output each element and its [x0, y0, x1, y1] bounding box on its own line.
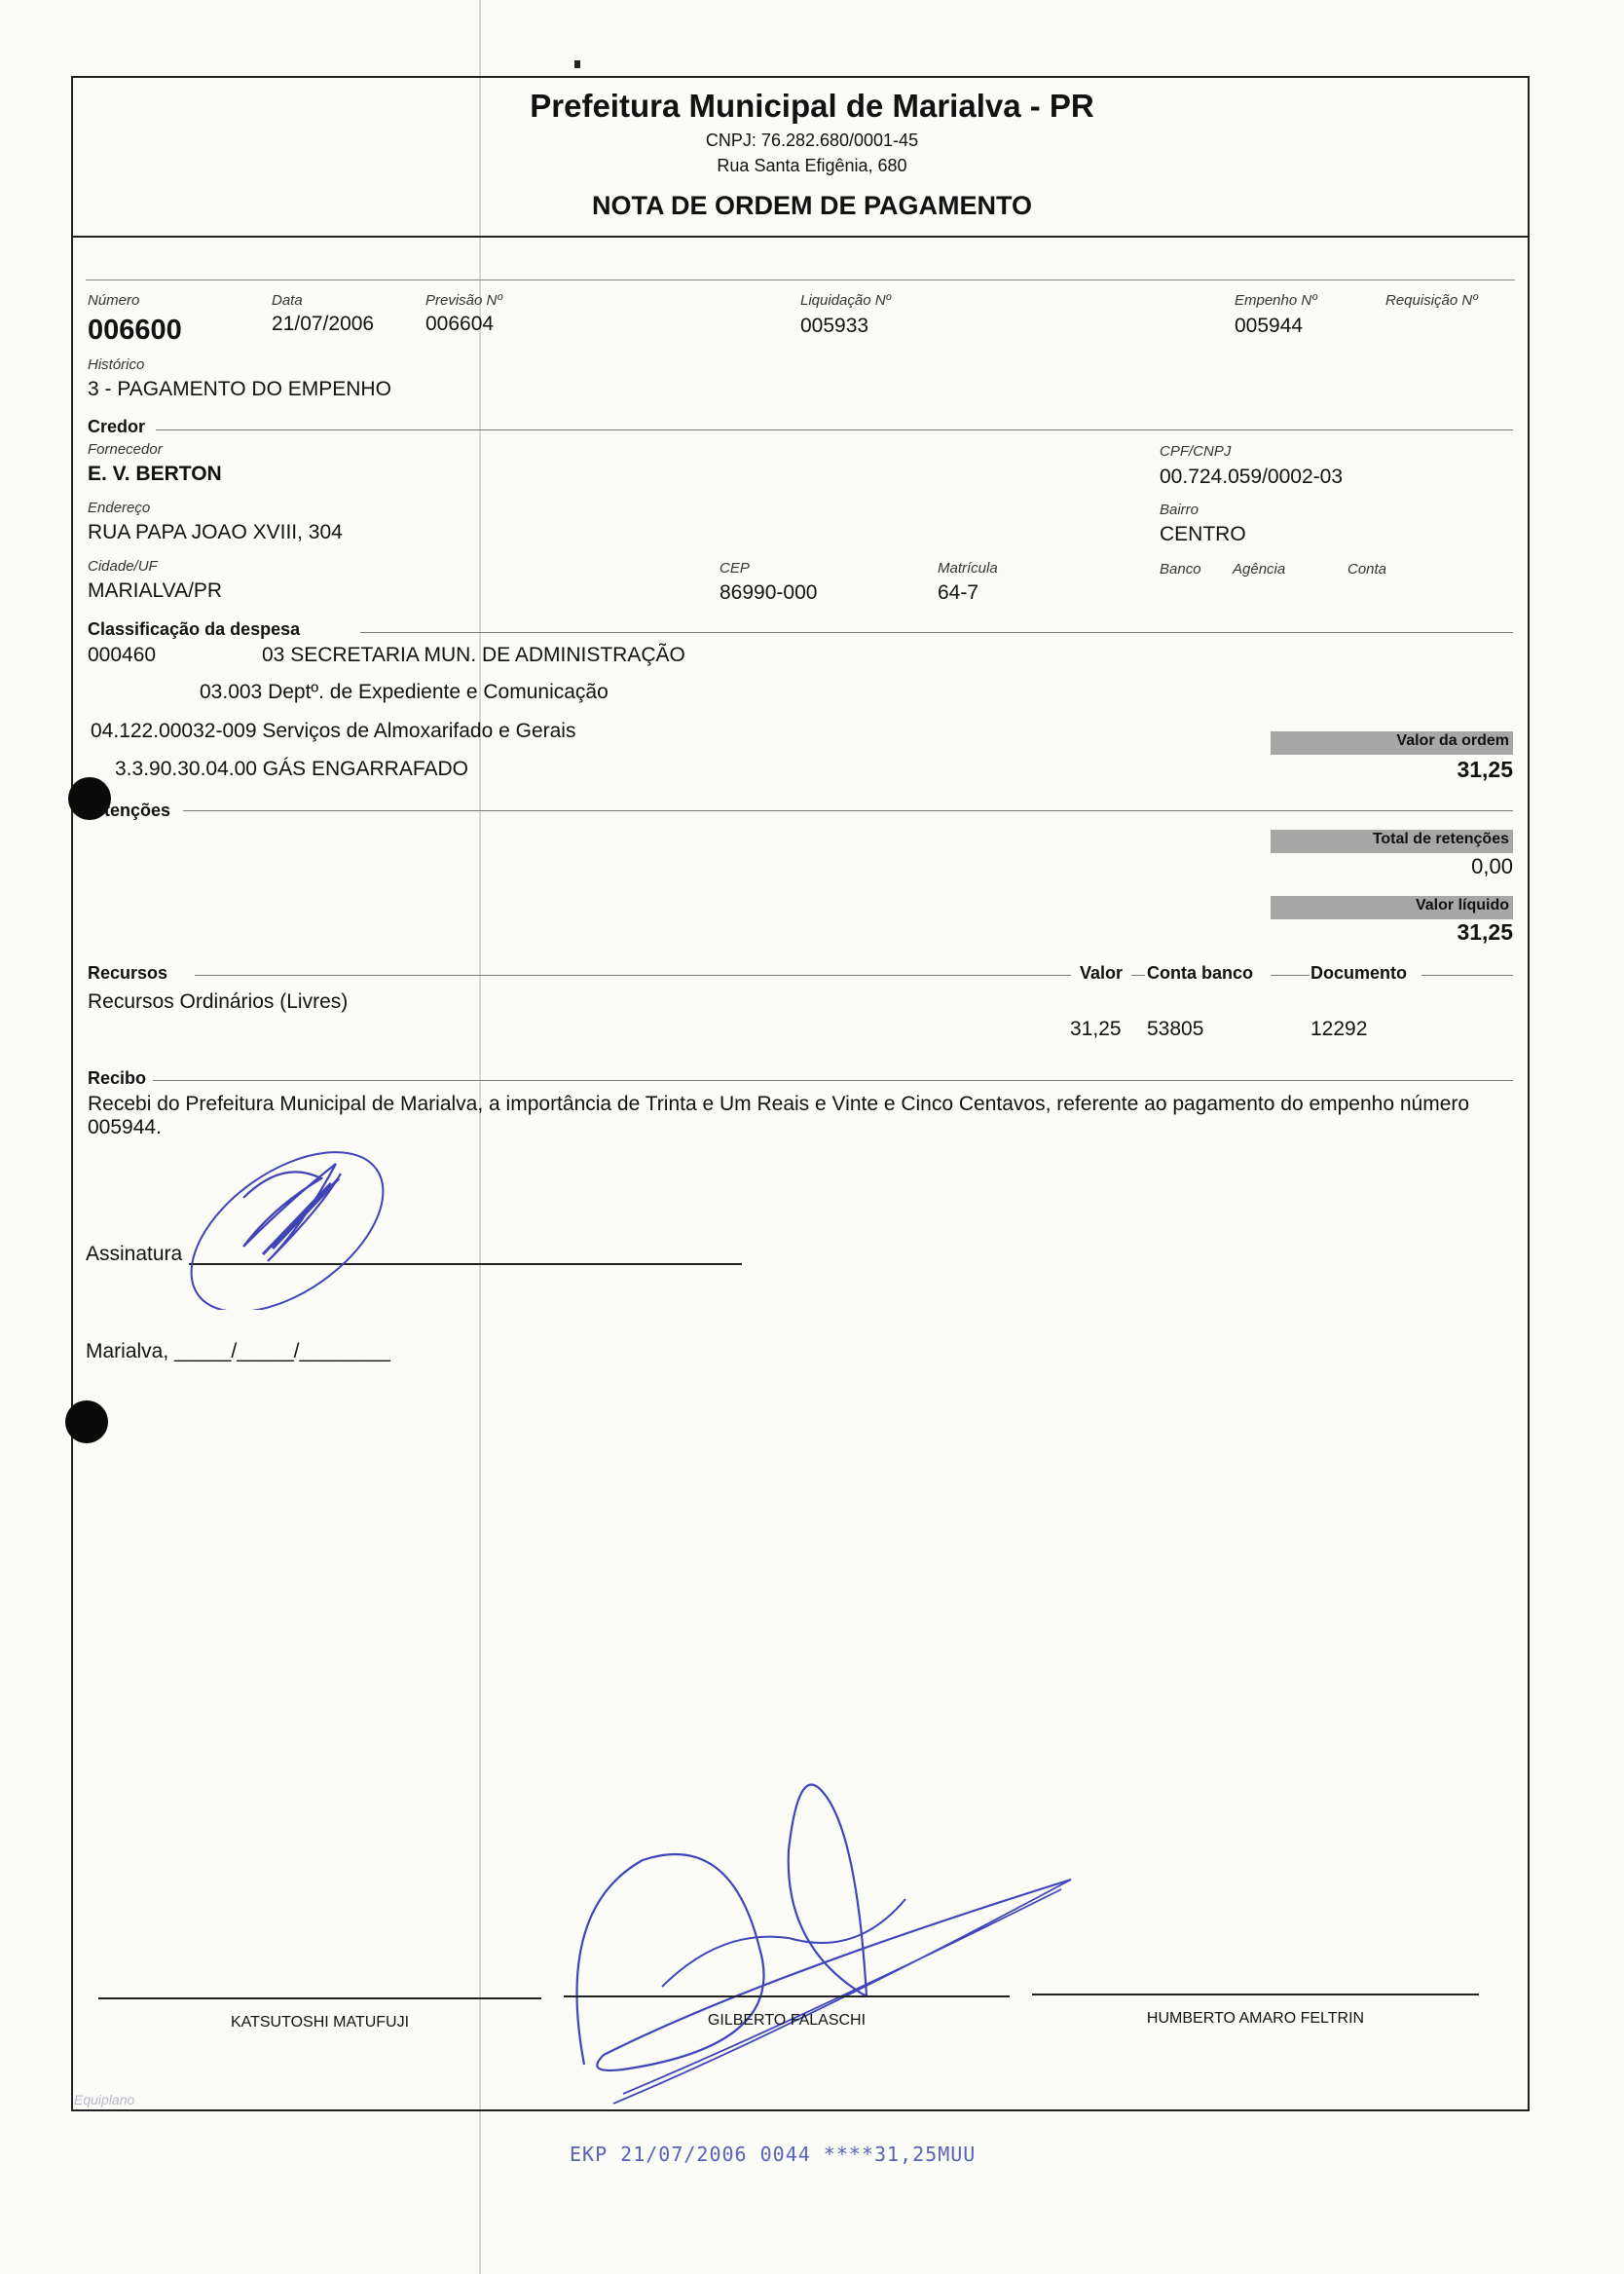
signatory-1: KATSUTOSHI MATUFUJI — [230, 2014, 410, 2031]
assinatura-label: Assinatura — [86, 1243, 183, 1265]
numero-value: 006600 — [88, 315, 182, 346]
empenho-value: 005944 — [1235, 315, 1304, 337]
credor-rule — [156, 429, 1513, 430]
hole-punch-blot-2 — [65, 1400, 108, 1443]
banco-label: Banco — [1160, 561, 1201, 578]
recursos-rule-2 — [1131, 975, 1145, 976]
classificacao-departamento: 03.003 Deptº. de Expediente e Comunicação — [200, 681, 609, 703]
org-address: Rua Santa Efigênia, 680 — [717, 156, 907, 175]
cep-value: 86990-000 — [720, 581, 818, 604]
recursos-section: Recursos — [88, 963, 168, 983]
signatory-3: HUMBERTO AMARO FELTRIN — [1146, 2010, 1365, 2027]
recibo-rule — [153, 1080, 1513, 1081]
classificacao-secretaria: 03 SECRETARIA MUN. DE ADMINISTRAÇÃO — [262, 644, 685, 666]
cidade-label: Cidade/UF — [88, 558, 158, 575]
cpf-value: 00.724.059/0002-03 — [1160, 466, 1344, 488]
gilberto-signature — [565, 1733, 1090, 2123]
recursos-conta: 53805 — [1147, 1018, 1204, 1040]
numero-label: Número — [88, 292, 140, 309]
valor-ordem-value: 31,25 — [1457, 757, 1513, 782]
recursos-rule-3 — [1271, 975, 1310, 976]
historico-value: 3 - PAGAMENTO DO EMPENHO — [88, 378, 391, 400]
endereco-label: Endereço — [88, 500, 151, 516]
signatory-2: GILBERTO FALASCHI — [707, 2012, 867, 2029]
data-value: 21/07/2006 — [272, 313, 375, 335]
signature-line-2 — [564, 1995, 1010, 1997]
total-retencoes-value: 0,00 — [1471, 854, 1513, 878]
fornecedor-label: Fornecedor — [88, 441, 163, 458]
org-title: Prefeitura Municipal de Marialva - PR — [530, 88, 1094, 124]
classificacao-section: Classificação da despesa — [88, 619, 301, 639]
historico-label: Histórico — [88, 356, 145, 373]
recibo-signature — [175, 1139, 399, 1310]
classificacao-programa: 04.122.00032-009 Serviços de Almoxarifado e Gerais — [91, 720, 576, 742]
total-retencoes-header — [1271, 830, 1513, 853]
recursos-conta-label: Conta banco — [1147, 963, 1254, 983]
recursos-documento: 12292 — [1310, 1018, 1368, 1040]
bairro-label: Bairro — [1160, 502, 1200, 518]
previsao-value: 006604 — [425, 313, 495, 335]
valor-ordem-header — [1271, 731, 1513, 755]
valor-liquido-header — [1271, 896, 1513, 919]
signature-line-3 — [1032, 1994, 1479, 1995]
signature-line-1 — [98, 1997, 541, 1999]
valor-liquido-label: Valor líquido — [1415, 897, 1509, 913]
recursos-documento-label: Documento — [1310, 963, 1407, 983]
footer-brand: Equiplano — [74, 2092, 135, 2107]
recursos-rule — [195, 975, 1071, 976]
recibo-text: Recebi do Prefeitura Municipal de Marialva, a importância de Trinta e Um Reais e Vinte e Cinco Centavos, referente ao pagamento do empenho número 005944. — [88, 1093, 1470, 1138]
liquidacao-value: 005933 — [800, 315, 869, 337]
valor-liquido-value: 31,25 — [1457, 919, 1513, 945]
document-title: NOTA DE ORDEM DE PAGAMENTO — [591, 191, 1032, 220]
classificacao-elemento: 3.3.90.30.04.00 GÁS ENGARRAFADO — [115, 758, 469, 780]
liquidacao-label: Liquidação Nº — [800, 292, 892, 309]
recursos-valor-label: Valor — [1080, 963, 1124, 983]
classificacao-code: 000460 — [88, 644, 157, 666]
previsao-label: Previsão Nº — [425, 292, 502, 309]
cep-label: CEP — [720, 560, 750, 577]
header-divider — [71, 236, 1530, 238]
cidade-value: MARIALVA/PR — [88, 579, 223, 602]
endereco-value: RUA PAPA JOAO XVIII, 304 — [88, 521, 343, 543]
agencia-label: Agência — [1233, 561, 1286, 578]
credor-section: Credor — [88, 417, 146, 436]
bairro-value: CENTRO — [1160, 523, 1246, 545]
recursos-valor: 31,25 — [1070, 1018, 1122, 1040]
fornecedor-value: E. V. BERTON — [88, 463, 222, 485]
local-date: Marialva, _____/_____/________ — [86, 1340, 390, 1362]
total-retencoes-label: Total de retenções — [1372, 831, 1509, 847]
matricula-label: Matrícula — [938, 560, 998, 577]
recursos-rule-4 — [1421, 975, 1513, 976]
requisicao-label: Requisição Nº — [1385, 292, 1478, 309]
margin-mark — [574, 60, 580, 68]
empenho-label: Empenho Nº — [1235, 292, 1317, 309]
classificacao-rule — [360, 632, 1513, 633]
valor-ordem-label: Valor da ordem — [1396, 732, 1509, 749]
recibo-section: Recibo — [88, 1068, 147, 1088]
retencoes-rule — [183, 810, 1513, 811]
data-label: Data — [272, 292, 303, 309]
recursos-item: Recursos Ordinários (Livres) — [88, 990, 349, 1013]
matricula-value: 64-7 — [938, 581, 979, 604]
org-cnpj: CNPJ: 76.282.680/0001-45 — [705, 130, 919, 150]
cpf-label: CPF/CNPJ — [1160, 443, 1232, 460]
retencoes-section: tenções — [104, 801, 171, 820]
bank-stamp: EKP 21/07/2006 0044 ****31,25MUU — [570, 2143, 977, 2166]
conta-label: Conta — [1347, 561, 1387, 578]
